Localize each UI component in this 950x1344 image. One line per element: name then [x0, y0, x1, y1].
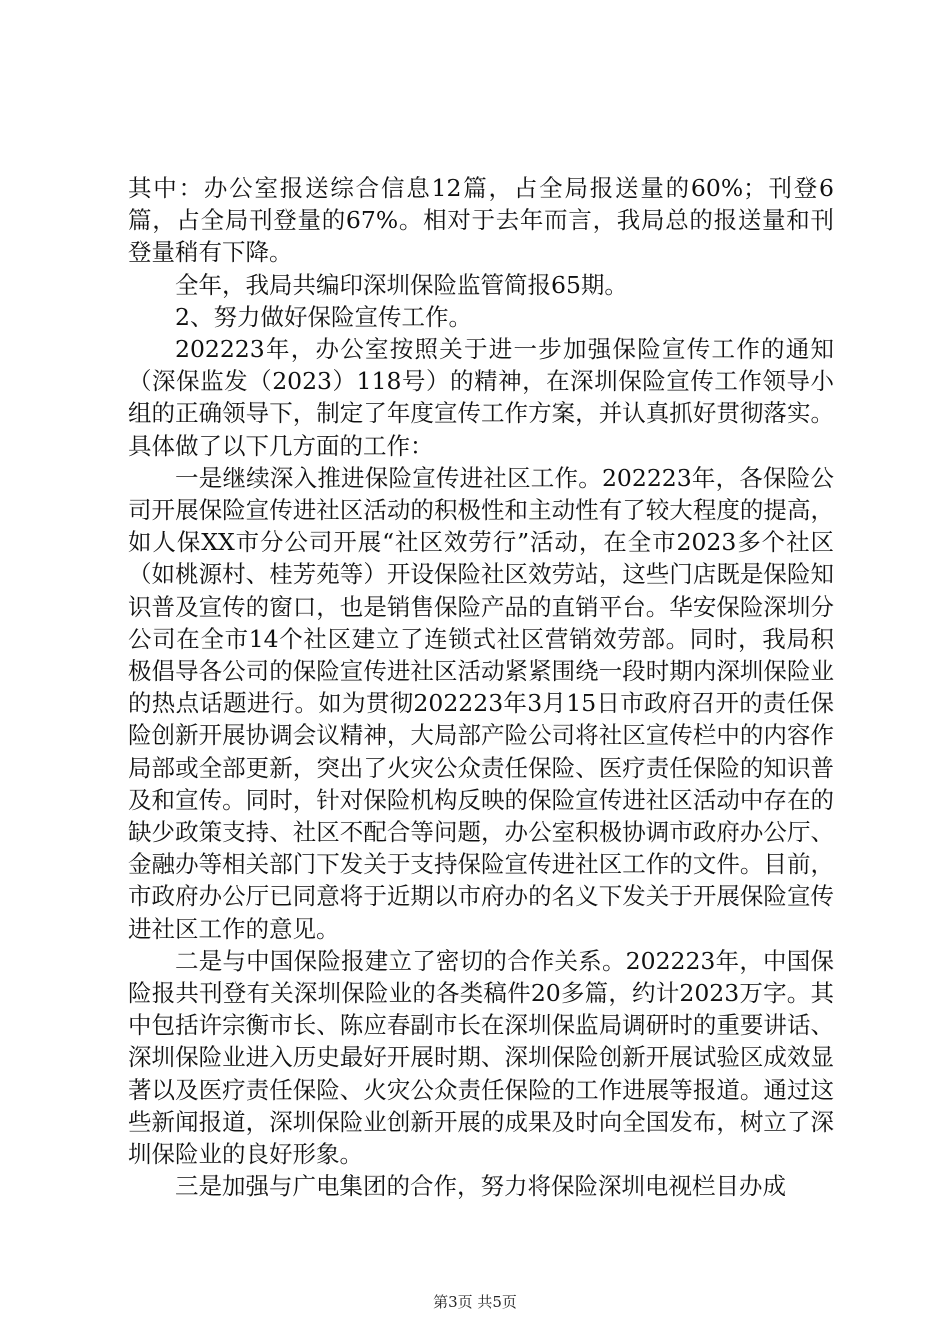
paragraph-7: 三是加强与广电集团的合作，努力将保险深圳电视栏目办成	[175, 1172, 786, 1201]
section-heading: 2、努力做好保险宣传工作。	[175, 302, 472, 331]
paragraph-2: 全年，我局共编印深圳保险监管简报65期。	[175, 270, 628, 299]
paragraph-5: 一是继续深入推进保险宣传进社区工作。202223年，各保险公司开展保险宣传进社区活动的积极性和主动性有了较大程度的提高，如人保XX市分公司开展“社区效劳行”活动，在全市2023多个社区（如桃源村、桂芳苑等）开设保险社区效劳站，这些门店既是保险知识普及宣传的窗口，也是销售保险产品的直销平台。华安保险深圳分公司在全市14个社区建立了连锁式社区营销效劳部。同时，我局积极倡导各公司的保险宣传进社区活动紧紧围绕一段时期内深圳保险业的热点话题进行。如为贯彻202223年3月15日市政府召开的责任保险创新开展协调会议精神，大局部产险公司将社区宣传栏中的内容作局部或全部更新，突出了火灾公众责任保险、医疗责任保险的知识普及和宣传。同时，针对保险机构反映的保险宣传进社区活动中存在的缺少政策支持、社区不配合等问题，办公室积极协调市政府办公厅、金融办等相关部门下发关于支持保险宣传进社区工作的文件。目前，市政府办公厅已同意将于近期以市府办的名义下发关于开展保险宣传进社区工作的意见。	[128, 463, 834, 943]
paragraph-4: 202223年，办公室按照关于进一步加强保险宣传工作的通知（深保监发（2023）118号）的精神，在深圳保险宣传工作领导小组的正确领导下，制定了年度宣传工作方案，并认真抓好贯彻落实。具体做了以下几方面的工作：	[128, 335, 834, 460]
paragraph-6: 二是与中国保险报建立了密切的合作关系。202223年，中国保险报共刊登有关深圳保险业的各类稿件20多篇，约计2023万字。其中包括许宗衡市长、陈应春副市长在深圳保监局调研时的重要讲话、深圳保险业进入历史最好开展时期、深圳保险创新开展试验区成效显著以及医疗责任保险、火灾公众责任保险的工作进展等报道。通过这些新闻报道，深圳保险业创新开展的成果及时向全国发布，树立了深圳保险业的良好形象。	[128, 946, 834, 1169]
paragraph-1: 其中：办公室报送综合信息12篇，占全局报送量的60%；刊登6篇，占全局刊登量的67%。相对于去年而言，我局总的报送量和刊登量稍有下降。	[128, 174, 834, 267]
page-number-footer: 第3页 共5页	[433, 1293, 517, 1311]
document-body	[128, 172, 834, 1203]
